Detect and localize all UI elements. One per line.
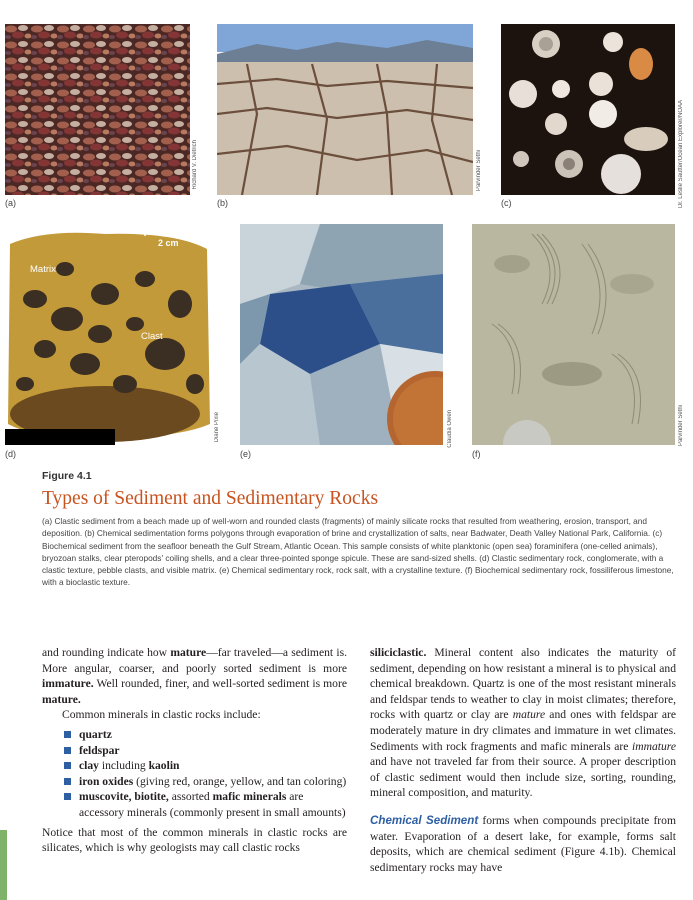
photo-d-conglomerate: [5, 224, 212, 445]
photo-d-clast-label: Clast: [141, 331, 163, 342]
photo-e-rock-salt: [240, 224, 443, 445]
body-left-column: [42, 645, 347, 856]
photo-c-label: (c): [501, 198, 512, 208]
list-item: muscovite, biotite, assorted mafic minerals are accessory minerals (commonly present in small amounts): [64, 789, 347, 820]
photo-d-label: (d): [5, 449, 16, 459]
photo-a-beach-pebbles: [5, 24, 190, 195]
figure-number: Figure 4.1: [42, 470, 92, 482]
bullet-square-icon: [64, 793, 71, 800]
right-paragraph-2: Chemical Sediment forms when compounds precipitate from water. Evaporation of a desert lake, for example, forms salt deposits, which are chemical sediment (Figure 4.1b). Chemical sedimentary rocks may have: [370, 813, 676, 874]
photo-f-credit: Parvinder Sethi: [678, 405, 684, 447]
bullet-square-icon: [64, 778, 71, 785]
figure-title: Types of Sediment and Sedimentary Rocks: [42, 488, 379, 509]
photo-a-label: (a): [5, 198, 16, 208]
photo-b-credit: Parvinder Sethi: [476, 150, 482, 192]
list-item: quartz: [64, 727, 347, 743]
photo-c-biochemical-shells: [501, 24, 675, 195]
photo-b-salt-polygons: [217, 24, 473, 195]
list-item: clay including kaolin: [64, 758, 347, 774]
photo-f-label: (f): [472, 449, 481, 459]
photo-e-credit: Claudia Owen: [447, 410, 453, 448]
left-paragraph-2: Common minerals in clastic rocks include:: [62, 708, 261, 722]
bullet-square-icon: [64, 762, 71, 769]
photo-d-scale-label: 2 cm: [158, 238, 179, 248]
list-item: feldspar: [64, 743, 347, 759]
figure-caption: (a) Clastic sediment from a beach made up of well-worn and rounded clasts (fragments) of mainly silicate rocks that resulted from weathering, erosion, transport, and deposition. (b) Chemical sedimentation forms polygons through evaporation of brine and crystallization of salts, near Badwater, Death Valley National Park, California. (c) Biochemical sediment from the seafloor beneath the Gulf Stream, Atlantic Ocean. This sample consists of white planktonic (open sea) foraminifera (one-celled animals), bryozoan stalks, clear pteropods' coiling shells, and a clear three-pointed sponge spicule. These are sand-sized shells. (d) Clastic sedimentary rock, conglomerate, with a clastic texture, pebble clasts, and visible matrix. (e) Chemical sedimentary rock, rock salt, with a crystalline texture. (f) Biochemical sedimentary rock, fossiliferous limestone, with a bioclastic texture.: [42, 516, 674, 588]
left-paragraph-3: Notice that most of the common minerals in clastic rocks are silicates, which is why geologists may call clastic rocks: [42, 825, 347, 855]
list-item: iron oxides (giving red, orange, yellow, and tan coloring): [64, 774, 347, 790]
mineral-list: [42, 727, 347, 821]
photo-f-fossiliferous-limestone: [472, 224, 675, 445]
photo-b-label: (b): [217, 198, 228, 208]
photo-c-credit: Dr. Leslie Sautter/Ocean Explorer/NOAA: [678, 100, 684, 209]
photo-e-label: (e): [240, 449, 251, 459]
photo-d-matrix-label: Matrix: [30, 264, 56, 275]
right-paragraph-1: siliciclastic. Mineral content also indicates the maturity of sediment, depending on how resistant a mineral is to physical and chemical breakdown. Quartz is one of the most resistant minerals and feldspar tends to weather to clay in moist climates; therefore, rocks with quartz or clay are mature and ones with feldspar are moderately mature in dry climates and immature in wet climates. Sediments with rock fragments and mafic minerals are immature and have not traveled far from their source. A proper description of clastic sediment would then include size, sorting, rounding, mineral composition, and maturity.: [370, 646, 677, 800]
bullet-square-icon: [64, 731, 71, 738]
body-right-column: [370, 645, 676, 875]
page-edge-tab: [0, 830, 7, 900]
bullet-square-icon: [64, 747, 71, 754]
chemical-sediment-heading: Chemical Sediment: [370, 813, 479, 827]
left-paragraph-1: and rounding indicate how mature—far traveled—a sediment is. More angular, coarser, and poorly sorted sediment is more immature. Well rounded, finer, and well-sorted sediment is more mature.: [42, 646, 347, 706]
photo-d-credit: Diane Pixie: [214, 412, 220, 443]
photo-a-credit: Richard V. Dietrich: [192, 140, 198, 190]
